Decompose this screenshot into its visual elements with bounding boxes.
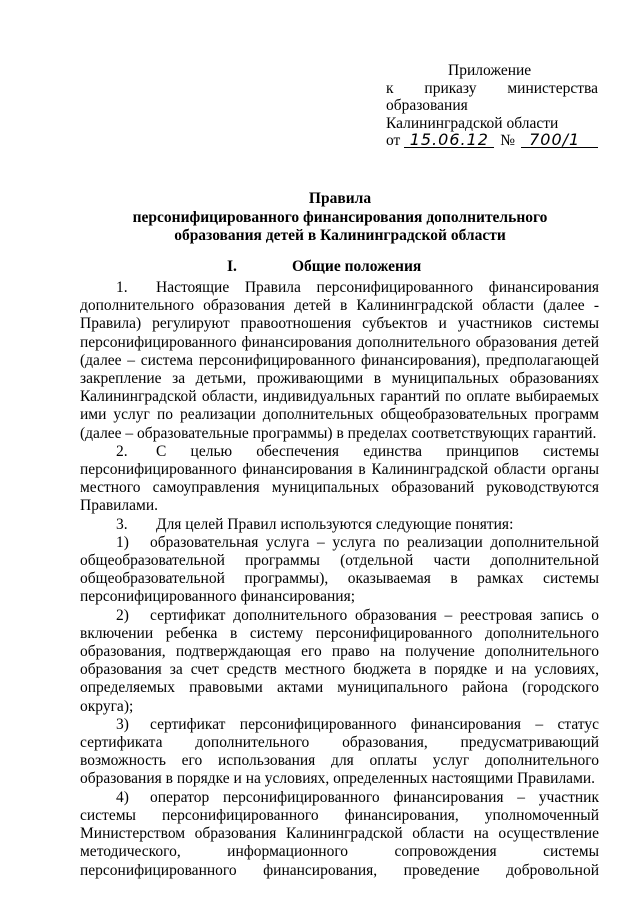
subitem-number: 2) [116,606,129,624]
paragraph-number: 1. [116,279,128,296]
appendix-region: Калининградской области [386,114,559,132]
paragraph-3 [80,516,599,534]
title-line-2: персонифицированного финансирования дополнительного [132,208,548,226]
subitem-text: сертификат персонифицированного финансирования – статус сертификата дополнительного образования, предусматривающий возможность его использования для оплаты услуг дополнительного образования в порядке и на условиях, определенных настоящими Правилами. [80,715,599,788]
appendix-block [386,62,598,150]
appendix-ministry: министерства [507,79,598,97]
subitem-text: сертификат дополнительного образования – реестровая запись о включении ребенка в систему персонифицированного дополнительного образования, подтверждающая его право на получение дополнительного образования за счет средств местного бюджета в порядке и на условиях, определяемых правовыми актами муниципального района (городского округа); [80,606,599,715]
subitem-3 [80,716,599,789]
subitem-4 [80,789,599,880]
section-number: I. [227,258,237,275]
subitem-text: оператор персонифицированного финансирования – участник системы персонифицированного финансирования, уполномоченный Министерством образования Калининградской области на осуществление методического, информационного сопровождения системы персонифицированного финансирования, проведение добровольной [80,788,599,879]
paragraph-number: 3. [116,515,128,533]
handwritten-number: 700/1 [521,132,598,148]
appendix-title: Приложение [448,62,532,79]
number-prefix: № [500,132,516,149]
title-line-1: Правила [308,190,372,207]
appendix-order: приказу [424,79,477,97]
paragraph-text: Настоящие Правила персонифицированного финансирования дополнительного образования детей в Калининградской области (далее - Правила) регулируют правоотношения субъектов и участников системы персонифицированного финансирования дополнительного образования детей (далее – система персонифицированного финансирования), предполагающей закрепление за детьми, проживающими в муниципальных образованиях Калининградской области, индивидуальных гарантий по оплате выбираемых ими услуг по реализации дополнительных общеобразовательных программ (далее – образовательные программы) в пределах соответствующих гарантий. [80,279,599,442]
date-prefix: от [386,132,401,149]
document-body [80,279,599,880]
paragraph-1 [80,279,599,443]
subitem-number: 3) [116,715,129,733]
appendix-education: образования [386,97,468,114]
section-title: Общие положения [292,258,422,275]
subitem-number: 1) [116,533,129,551]
handwritten-date: 15.06.12 [404,132,494,148]
appendix-order-line [386,80,598,98]
subitem-1 [80,534,599,607]
document-title [80,190,600,246]
paragraph-2 [80,443,599,516]
subitem-number: 4) [116,788,129,806]
paragraph-text: С целью обеспечения единства принципов системы персонифицированного финансирования в Калининградской области органы местного самоуправления муниципальных образований руководствуются Правилами. [80,442,599,515]
title-line-3: образования детей в Калининградской области [174,227,506,244]
subitem-text: образовательная услуга – услуга по реализации дополнительной общеобразовательной программы (отдельной части дополнительной общеобразовательной программы), оказываемая в рамках системы персонифицированного финансирования; [80,533,599,606]
appendix-date-number-line [386,132,598,150]
paragraph-number: 2. [116,442,128,460]
subitem-2 [80,607,599,716]
appendix-to: к [386,79,394,97]
paragraph-text: Для целей Правил используются следующие понятия: [156,515,514,533]
